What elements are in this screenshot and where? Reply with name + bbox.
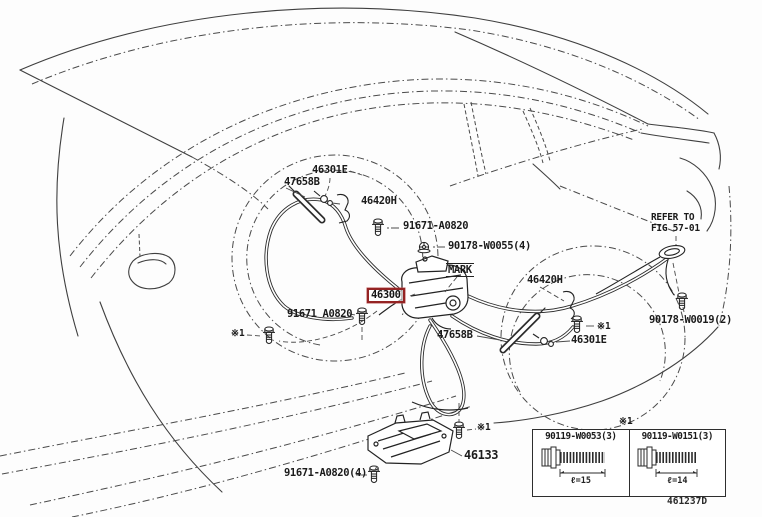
- callout-90178-w0019[interactable]: 90178-W0019(2): [649, 314, 732, 326]
- callout-46420h-top[interactable]: 46420H: [361, 195, 397, 207]
- table-part-90119-w0151[interactable]: 90119-W0151(3): [641, 431, 713, 442]
- refer-line-1: REFER TO: [651, 212, 695, 223]
- callout-91671-a0820-top[interactable]: 91671-A0820: [403, 220, 469, 232]
- callout-46301e-top[interactable]: 46301E: [312, 164, 348, 176]
- callout-46301e-right[interactable]: 46301E: [571, 334, 607, 346]
- mark-label: MARK: [448, 264, 472, 276]
- refer-line-2: FIG 57-01: [651, 223, 700, 235]
- bolt-table-cell-1: [533, 430, 630, 496]
- callout-46420h-right[interactable]: 46420H: [527, 274, 563, 286]
- bolt-length-label-2: ℓ=14: [667, 476, 688, 486]
- refer-to-fig-note[interactable]: [651, 212, 700, 235]
- callout-47658b-top[interactable]: 47658B: [284, 176, 320, 188]
- bolt-illustration: [635, 442, 719, 478]
- table-part-90119-w0053[interactable]: 90119-W0053(3): [545, 431, 617, 442]
- car-body-outline: [20, 8, 720, 492]
- callout-90178-w0055[interactable]: 90178-W0055(4): [448, 240, 531, 252]
- cover-plate: [368, 412, 453, 464]
- bolt-table-cell-2: [630, 430, 726, 496]
- callout-91671-a0820-mid[interactable]: 91671 A0820: [287, 308, 353, 320]
- callout-47658b-right[interactable]: 47658B: [437, 329, 473, 341]
- note-mark-table: ※1: [619, 416, 633, 427]
- callout-46133[interactable]: 46133: [464, 448, 499, 462]
- note-mark-plate: ※1: [477, 422, 491, 433]
- rear-cable-end: [596, 243, 686, 295]
- note-mark-left: ※1: [231, 328, 245, 339]
- bolt-illustration: [539, 442, 623, 478]
- callout-46300-selected[interactable]: 46300: [367, 288, 405, 303]
- quarter-window-lines: [139, 102, 550, 257]
- callout-91671-a0820-cover[interactable]: 91671-A0820(4): [284, 467, 367, 479]
- bolt-length-label-1: ℓ=15: [570, 476, 591, 486]
- drawing-code: 461237D: [667, 496, 708, 507]
- bolt-length-table: [532, 429, 726, 497]
- note-mark-right: ※1: [597, 321, 611, 332]
